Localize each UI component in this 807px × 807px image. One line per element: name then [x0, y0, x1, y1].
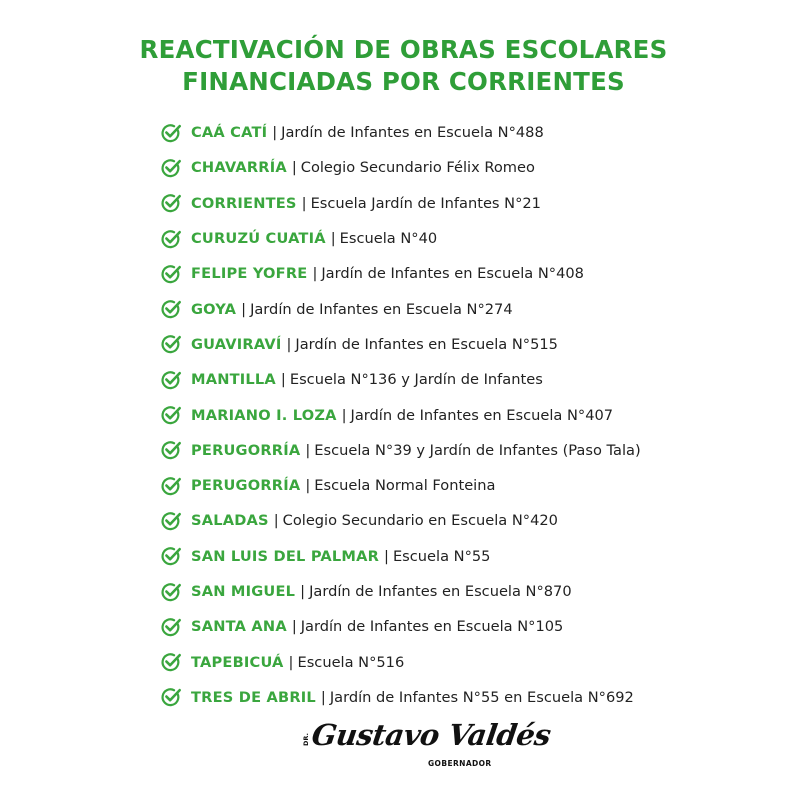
item-separator: | — [288, 653, 294, 671]
item-description: Escuela Normal Fonteina — [314, 477, 496, 495]
item-place: CAÁ CATÍ — [191, 124, 268, 142]
list-item — [160, 574, 780, 609]
check-circle-icon — [160, 404, 182, 426]
item-place: SAN MIGUEL — [191, 583, 296, 600]
item-separator: | — [300, 583, 306, 600]
check-circle-icon — [160, 298, 182, 320]
list-item — [160, 256, 780, 291]
governor-signature — [300, 716, 553, 776]
check-circle-icon — [160, 369, 182, 391]
item-separator: | — [286, 335, 292, 353]
item-place: TRES DE ABRIL — [191, 688, 316, 706]
item-description: Escuela N°55 — [392, 547, 491, 565]
item-description: Jardín de Infantes en Escuela N°407 — [350, 406, 614, 424]
signature-prefix: DR. — [302, 733, 310, 746]
item-description: Escuela N°136 y Jardín de Infantes — [289, 371, 543, 389]
check-circle-icon — [160, 439, 182, 461]
check-circle-icon — [160, 581, 182, 603]
item-description: Jardín de Infantes en Escuela N°408 — [321, 265, 584, 283]
item-separator: | — [280, 371, 286, 389]
title-line-1: REACTIVACIÓN DE OBRAS ESCOLARES — [139, 35, 668, 64]
list-item — [160, 115, 780, 150]
item-separator: | — [305, 477, 311, 495]
list-item — [160, 644, 780, 679]
item-separator: | — [272, 124, 278, 142]
check-circle-icon — [160, 157, 182, 179]
item-separator: | — [341, 406, 347, 424]
works-list — [160, 115, 780, 715]
item-separator: | — [241, 300, 247, 318]
list-item — [160, 291, 780, 326]
list-item — [160, 539, 780, 574]
check-circle-icon — [160, 263, 182, 285]
item-place: MANTILLA — [191, 371, 276, 389]
item-separator: | — [305, 441, 311, 459]
item-place: PERUGORRÍA — [191, 477, 301, 495]
check-circle-icon — [160, 333, 182, 355]
item-separator: | — [273, 512, 279, 530]
item-description: Colegio Secundario en Escuela N°420 — [282, 512, 558, 530]
item-description: Jardín de Infantes en Escuela N°870 — [309, 583, 572, 600]
check-circle-icon — [160, 616, 182, 638]
item-place: SALADAS — [191, 512, 269, 530]
signature-name: Gustavo Valdés — [309, 718, 553, 752]
check-circle-icon — [160, 475, 182, 497]
check-circle-icon — [160, 122, 182, 144]
item-description: Colegio Secundario Félix Romeo — [300, 159, 535, 177]
list-item — [160, 362, 780, 397]
list-item — [160, 680, 780, 715]
item-place: SAN LUIS DEL PALMAR — [191, 547, 380, 565]
item-place: CORRIENTES — [191, 194, 297, 212]
item-description: Escuela N°40 — [339, 230, 438, 248]
list-item — [160, 150, 780, 185]
list-item — [160, 397, 780, 432]
item-place: GOYA — [191, 300, 237, 318]
item-separator: | — [301, 194, 307, 212]
item-place: CHAVARRÍA — [191, 159, 287, 177]
list-item — [160, 468, 780, 503]
item-description: Jardín de Infantes en Escuela N°515 — [295, 335, 558, 353]
item-description: Jardín de Infantes en Escuela N°105 — [300, 618, 564, 636]
page-title — [0, 34, 807, 98]
list-item — [160, 327, 780, 362]
item-description: Escuela N°516 — [297, 653, 405, 671]
item-place: SANTA ANA — [191, 618, 287, 636]
list-item — [160, 609, 780, 644]
check-circle-icon — [160, 686, 182, 708]
item-place: MARIANO I. LOZA — [191, 406, 337, 424]
list-item — [160, 433, 780, 468]
item-separator: | — [384, 547, 389, 565]
item-description: Jardín de Infantes en Escuela N°488 — [281, 124, 544, 142]
check-circle-icon — [160, 651, 182, 673]
item-description: Jardín de Infantes en Escuela N°274 — [250, 300, 513, 318]
item-place: PERUGORRÍA — [191, 441, 301, 459]
check-circle-icon — [160, 192, 182, 214]
item-description: Escuela N°39 y Jardín de Infantes (Paso Tala) — [314, 441, 641, 459]
item-place: TAPEBICUÁ — [191, 653, 284, 671]
list-item — [160, 503, 780, 538]
check-circle-icon — [160, 228, 182, 250]
title-line-2: FINANCIADAS POR CORRIENTES — [182, 67, 625, 96]
item-separator: | — [291, 618, 297, 636]
item-description: Escuela Jardín de Infantes N°21 — [310, 194, 541, 212]
item-description: Jardín de Infantes N°55 en Escuela N°692 — [329, 688, 634, 706]
list-item — [160, 186, 780, 221]
list-item — [160, 221, 780, 256]
item-separator: | — [291, 159, 297, 177]
item-place: FELIPE YOFRE — [191, 265, 308, 283]
item-separator: | — [320, 688, 326, 706]
item-place: CURUZÚ CUATIÁ — [191, 230, 326, 248]
check-circle-icon — [160, 510, 182, 532]
item-separator: | — [312, 265, 318, 283]
signature-role: GOBERNADOR — [428, 759, 492, 768]
item-place: GUAVIRAVÍ — [191, 335, 282, 353]
item-separator: | — [330, 230, 336, 248]
check-circle-icon — [160, 545, 182, 567]
